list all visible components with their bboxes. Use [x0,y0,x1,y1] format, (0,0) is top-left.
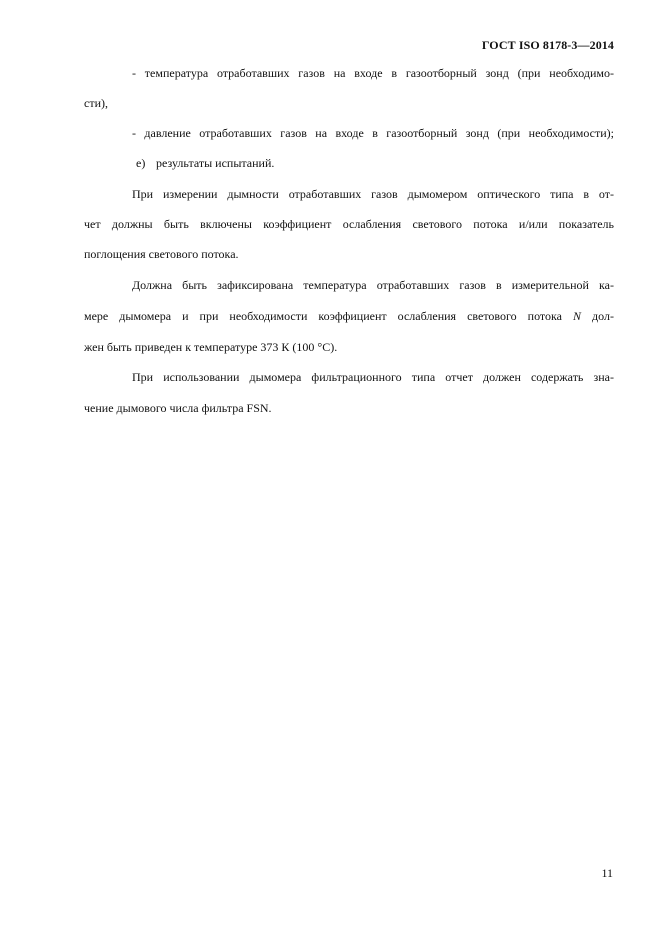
list-item-exhaust-temperature-line1: - температура отработавших газов на входе в газоотборный зонд (при необходимо- [132,66,614,80]
list-item-label: е) [136,156,146,170]
text-segment: дол- [581,309,614,323]
text-segment: мере дымомера и при необходимости коэффициент ослабления светового потока [84,309,574,323]
paragraph-filter-smokemeter-line2: чение дымового числа фильтра FSN. [84,401,272,415]
list-item-exhaust-temperature-line2: сти), [84,96,108,110]
paragraph-temperature-record-line3: жен быть приведен к температуре 373 К (100 °С). [84,340,338,354]
paragraph-optical-smokemeter-line3: поглощения светового потока. [84,247,239,261]
paragraph-filter-smokemeter-line1: При использовании дымомера фильтрационного типа отчет должен содержать зна- [132,370,614,384]
document-header-code: ГОСТ ISO 8178-3—2014 [481,38,614,52]
list-item-test-results [136,156,274,170]
paragraph-optical-smokemeter-line1: При измерении дымности отработавших газов дымомером оптического типа в от- [132,187,614,201]
paragraph-temperature-record-line2 [84,309,614,323]
symbol-n: N [573,309,582,323]
list-item-exhaust-pressure: - давление отработавших газов на входе в газоотборный зонд (при необходимости); [132,126,614,140]
list-item-text: результаты испытаний. [156,156,275,170]
paragraph-optical-smokemeter-line2: чет должны быть включены коэффициент ослабления светового потока и/или показатель [84,217,614,231]
page-number: 11 [601,866,613,880]
paragraph-temperature-record-line1: Должна быть зафиксирована температура отработавших газов в измерительной ка- [132,278,614,292]
